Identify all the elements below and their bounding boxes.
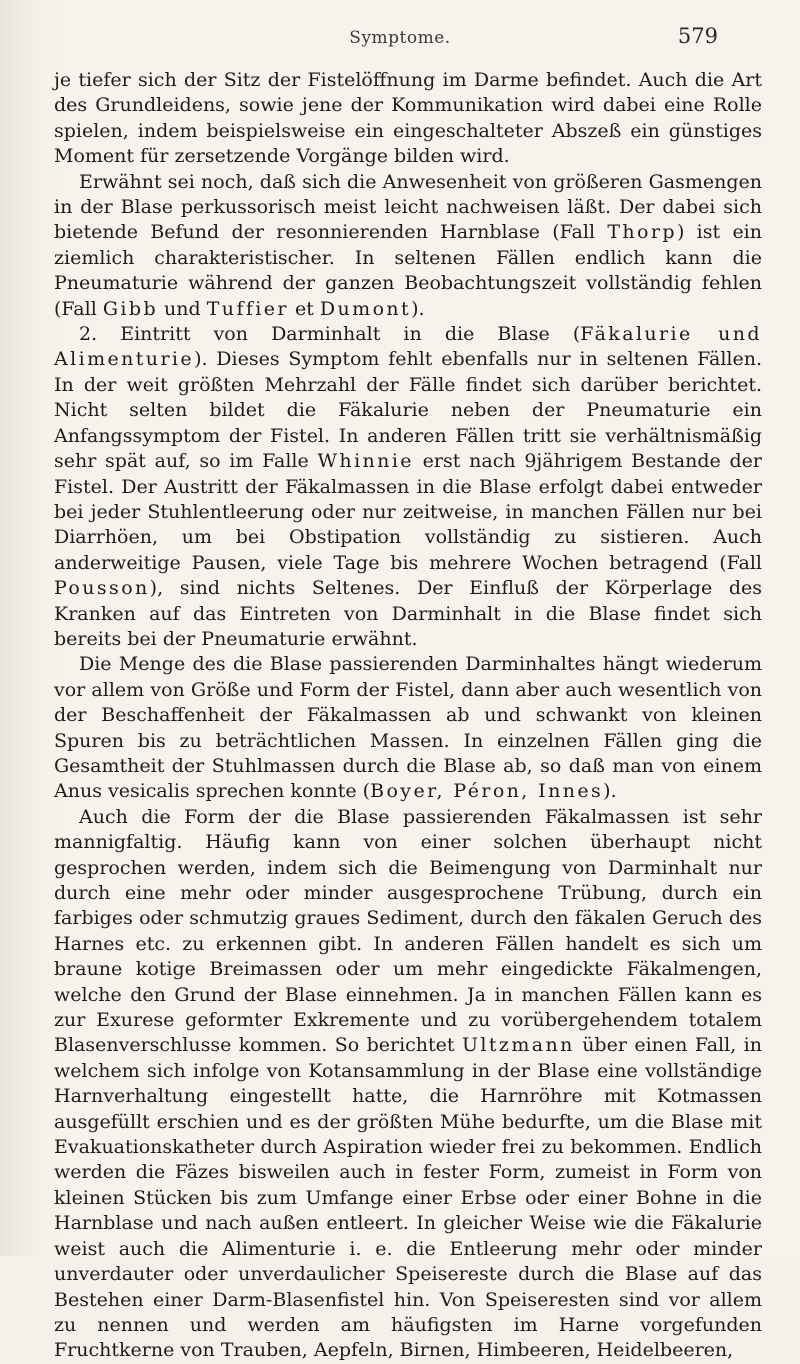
spaced-term: Pousson <box>54 577 150 600</box>
running-head: Symptome. <box>349 28 451 48</box>
text-run: je tiefer sich der Sitz der Fistelöffnung im Darme befindet. Auch die Art des Grundleidens, sowie jene der Kommunikation wird dabei eine Rolle spielen, indem beispielsweise ein eingeschalteter Abszeß ein günstiges Moment für zersetzende Vorgänge bilden wird. <box>54 69 762 168</box>
paragraph-3 <box>54 322 762 652</box>
spaced-term: Gibb <box>102 297 159 320</box>
text-run: über einen Fall, in welchem sich infolge von Kotansammlung in der Blase eine vollständige Harnverhaltung eingestellt hatte, die Harnröhre mit Kotmassen ausgefüllt erschien und es der größten Mühe bedurfte, um die Blase mit Evakuationskatheter durch Aspiration wieder frei zu bekommen. Endlich werden die Fäzes bisweilen auch in fester Form, zumeist in Form von kleinen Stücken bis zum Umfange einer Erbse oder einer Bohne in die Harnblase und nach außen entleert. In gleicher Weise wie die Fäkalurie weist auch die Alimenturie i. e. die Entleerung mehr oder minder unverdauter oder unverdaulicher Speisereste durch die Blase auf das Bestehen einer Darm-Blasenfistel hin. Von Speiseresten sind vor allem zu nennen und werden am häufigsten im Harne vorgefunden Fruchtkerne von Trauben, Aepfeln, Birnen, Himbeeren, Heidelbeeren, <box>54 1034 762 1362</box>
text-run: 2. Eintritt von Darminhalt in die Blase ( <box>79 323 581 346</box>
text-run: ) ist ein ziemlich charakteristischer. In seltenen Fällen endlich kann die Pneumaturie während der ganzen Beobachtungszeit vollständig fehlen (Fall <box>54 221 762 320</box>
paragraph-4 <box>54 652 762 804</box>
spaced-term: Fäkalurie und Alimenturie <box>54 323 762 371</box>
page-header <box>60 22 740 52</box>
text-run: und <box>158 297 207 320</box>
spaced-term: Ultzmann <box>462 1034 575 1057</box>
spaced-term: Boyer, Péron, Innes <box>370 780 604 803</box>
paragraph-5 <box>54 805 762 1364</box>
body-text <box>54 68 762 1364</box>
text-run: erst nach 9jährigem Bestande der Fistel. Der Austritt der Fäkalmassen in die Blase erfolgt dabei entweder bei jeder Stuhlentleerung oder nur zeitweise, in manchen Fällen nur bei Diarrhöen, um bei Obstipation vollständig zu sistieren. Auch anderweitige Pausen, viele Tage bis mehrere Wochen betragend (Fall <box>54 450 762 574</box>
text-run: Die Menge des die Blase passierenden Darminhaltes hängt wiederum vor allem von Größe und Form der Fistel, dann aber auch wesentlich von der Beschaffenheit der Fäkalmassen ab und schwankt von kleinen Spuren bis zu beträchtlichen Massen. In einzelnen Fällen ging die Gesamtheit der Stuhlmassen durch die Blase ab, so daß man von einem Anus vesicalis sprechen konnte ( <box>54 653 762 803</box>
text-run: Erwähnt sei noch, daß sich die Anwesenheit von größeren Gasmengen in der Blase perkussorisch meist leicht nachweisen läßt. Der dabei sich bietende Befund der resonnierenden Harnblase (Fall <box>54 170 762 244</box>
text-run: ). <box>411 297 425 320</box>
text-run: et <box>288 297 320 320</box>
spaced-term: Whinnie <box>317 450 414 473</box>
text-run: Auch die Form der die Blase passierenden Fäkalmassen ist sehr mannigfaltig. Häufig kann von einer solchen überhaupt nicht gesprochen werden, indem sich die Beimengung von Darminhalt nur durch eine mehr oder minder ausgesprochene Trübung, durch ein farbiges oder schmutzig graues Sediment, durch den fäkalen Geruch des Harnes etc. zu erkennen gibt. In anderen Fällen handelt es sich um braune kotige Breimassen oder um mehr eingedickte Fäkalmengen, welche den Grund der Blase einnehmen. Ja in manchen Fällen kann es zur Exurese geformter Exkremente und zu vorübergehendem totalem Blasenverschlusse kommen. So berichtet <box>54 805 762 1057</box>
text-run: ). Dieses Symptom fehlt ebenfalls nur in seltenen Fällen. In der weit größten Mehrzahl der Fälle findet sich darüber berichtet. Nicht selten bildet die Fäkalurie neben der Pneumaturie ein Anfangssymptom der Fistel. In anderen Fällen tritt sie verhältnismäßig sehr spät auf, so im Falle <box>54 348 762 473</box>
paragraph-2 <box>54 170 762 322</box>
text-run: ), sind nichts Seltenes. Der Einfluß der Körperlage des Kranken auf das Eintreten von Darminhalt in die Blase findet sich bereits bei der Pneumaturie erwähnt. <box>54 577 762 650</box>
page-number: 579 <box>677 24 718 48</box>
spaced-term: Dumont <box>319 297 412 320</box>
paragraph-1 <box>54 68 762 170</box>
spaced-term: Tuffier <box>206 297 289 320</box>
spaced-term: Thorp <box>607 221 677 244</box>
text-run: ). <box>603 780 617 803</box>
